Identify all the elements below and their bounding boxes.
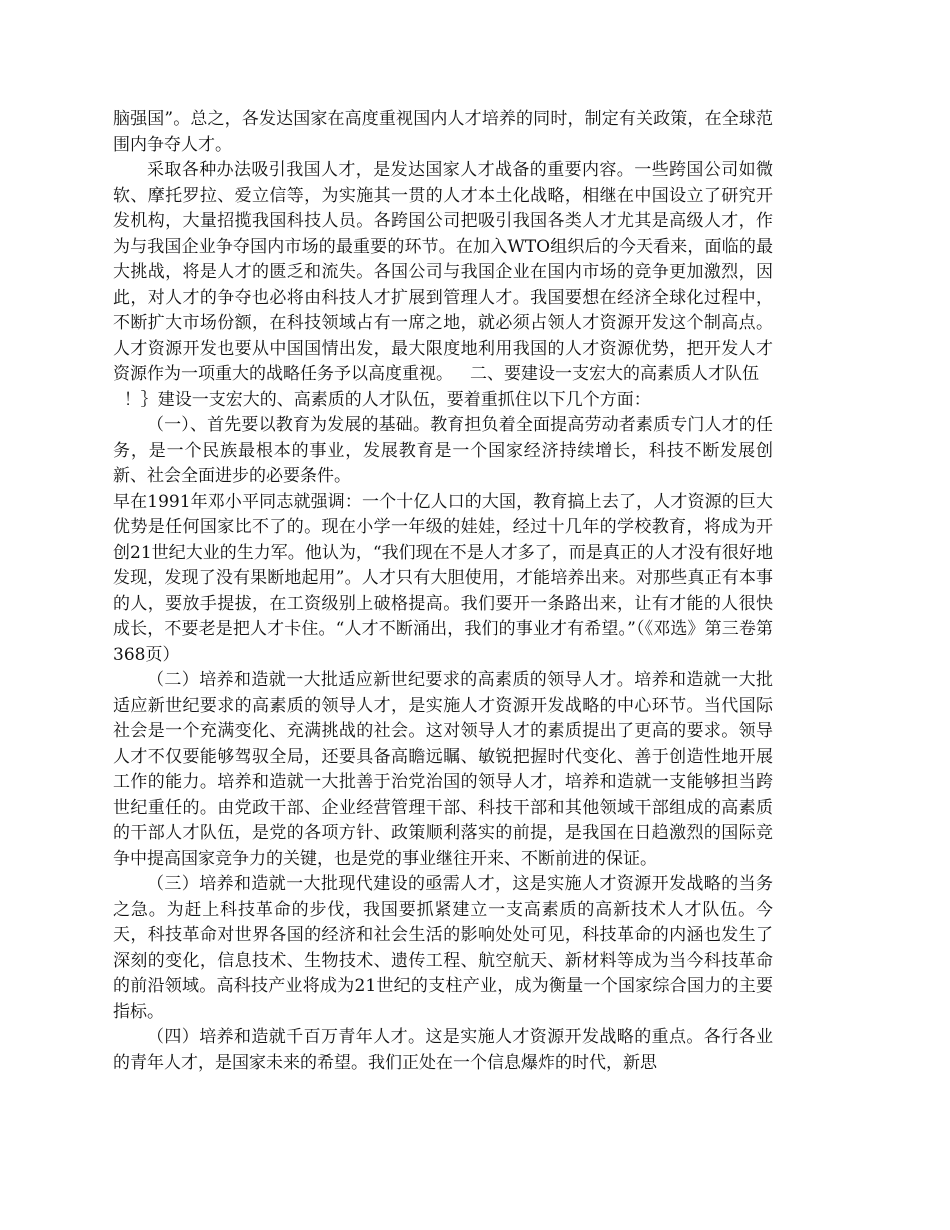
document-page — [113, 107, 773, 1076]
paragraph-5: 早在1991年邓小平同志就强调：一个十亿人口的大国，教育搞上去了，人才资源的巨大优势是任何国家比不了的。现在小学一年级的娃娃，经过十几年的学校教育，将成为开创21世纪大业的生力军。他认为，“我们现在不是人才多了，而是真正的人才没有很好地发现，发现了没有果断地起用”。人才只有大胆使用，才能培养出来。对那些真正有本事的人，要放手提拔，在工资级别上破格提高。我们要开一条路出来，让有才能的人很快成长，不要老是把人才卡住。“人才不断涌出，我们的事业才有希望。”（《邓选》第三卷第368页） — [113, 491, 773, 665]
paragraph-4: （一）、首先要以教育为发展的基础。教育担负着全面提高劳动者素质专门人才的任务，是一个民族最根本的事业，发展教育是一个国家经济持续增长，科技不断发展创新、社会全面进步的必要条件。 — [113, 415, 773, 486]
paragraph-6: （二）培养和造就一大批适应新世纪要求的高素质的领导人才。培养和造就一大批适应新世纪要求的高素质的领导人才，是实施人才资源开发战略的中心环节。当代国际社会是一个充满变化、充满挑战的社会。这对领导人才的素质提出了更高的要求。领导人才不仅要能够驾驭全局，还要具备高瞻远瞩、敏锐把握时代变化、善于创造性地开展工作的能力。培养和造就一大批善于治党治国的领导人才，培养和造就一支能够担当跨世纪重任的。由党政干部、企业经营管理干部、科技干部和其他领域干部组成的高素质的干部人才队伍，是党的各项方针、政策顺利落实的前提，是我国在日趋激烈的国际竞争中提高国家竞争力的关键，也是党的事业继往开来、不断前进的保证。 — [113, 670, 773, 869]
paragraph-1: 脑强国”。总之，各发达国家在高度重视国内人才培养的同时，制定有关政策，在全球范围内争夺人才。 — [113, 109, 773, 155]
paragraph-7: （三）培养和造就一大批现代建设的亟需人才，这是实施人才资源开发战略的当务之急。为赶上科技革命的步伐，我国要抓紧建立一支高素质的高新技术人才队伍。今天，科技革命对世界各国的经济和社会生活的影响处处可见，科技革命的内涵也发生了深刻的变化，信息技术、生物技术、遗传工程、航空航天、新材料等成为当今科技革命的前沿领域。高科技产业将成为21世纪的支柱产业，成为衡量一个国家综合国力的主要指标。 — [113, 874, 773, 1022]
paragraph-2 — [113, 158, 773, 388]
section-heading-two: 二、要建设一支宏大的高素质人才队伍 — [470, 364, 759, 384]
paragraph-3: ！｝建设一支宏大的、高素质的人才队伍，要着重抓住以下几个方面： — [113, 389, 651, 410]
paragraph-2-text: 采取各种办法吸引我国人才，是发达国家人才战备的重要内容。一些跨国公司如微软、摩托罗拉、爱立信等，为实施其一贯的人才本土化战略，相继在中国设立了研究开发机构，大量招揽我国科技人员。各跨国公司把吸引我国各类人才尤其是高级人才，作为与我国企业争夺国内市场的最重要的环节。在加入WTO组织后的今天看来，面临的最大挑战，将是人才的匮乏和流失。各国公司与我国企业在国内市场的竞争更加激烈，因此，对人才的争夺也必将由科技人才扩展到管理人才。我国要想在经济全球化过程中，不断扩大市场份额，在科技领域占有一席之地，就必须占领人才资源开发这个制高点。人才资源开发也要从中国国情出发，最大限度地利用我国的人才资源优势，把开发人才资源作为一项重大的战略任务予以高度重视。 — [113, 160, 773, 384]
paragraph-8: （四）培养和造就千百万青年人才。这是实施人才资源开发战略的重点。各行各业的青年人才，是国家未来的希望。我们正处在一个信息爆炸的时代，新思 — [113, 1027, 773, 1073]
